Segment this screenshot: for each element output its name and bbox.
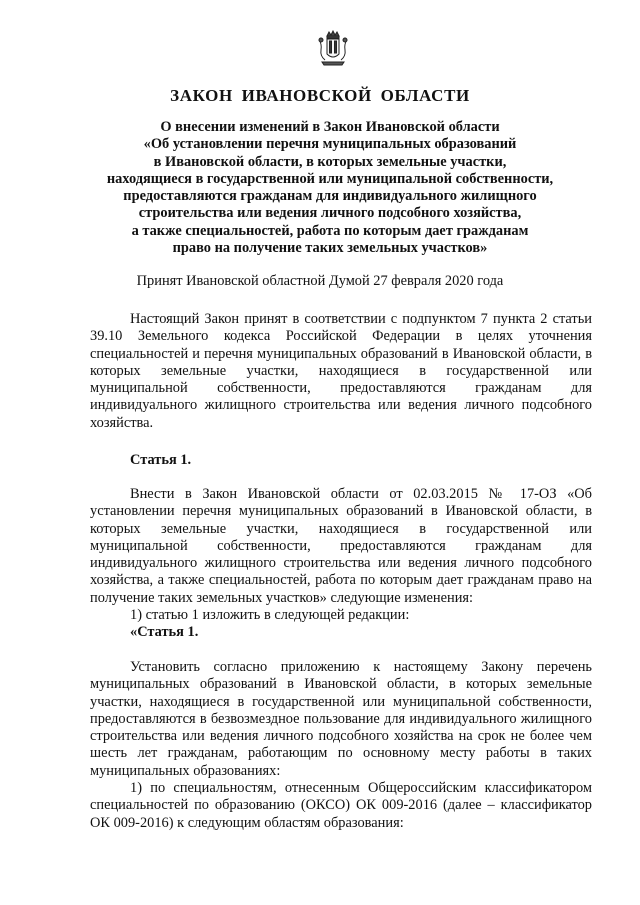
subtitle-line: «Об установлении перечня муниципальных образований xyxy=(143,136,517,153)
quoted-article-body xyxy=(90,659,592,832)
subtitle-line: право на получение таких земельных участков» xyxy=(172,240,488,257)
preamble-paragraph: Настоящий Закон принят в соответствии с подпунктом 7 пункта 2 статьи 39.10 Земельного кодекса Российской Федерации в целях уточнения специальностей и перечня муниципальных образований в Ивановской области, в которых земельные участки, находящиеся в государственной или муниципальной собственности, предоставляются гражданам для индивидуального жилищного строительства или ведения личного подсобного хозяйства. xyxy=(90,311,592,431)
subtitle-line: строительства или ведения личного подсобного хозяйства, xyxy=(138,205,522,222)
subtitle-line: О внесении изменений в Закон Ивановской области xyxy=(160,119,500,135)
law-subtitle xyxy=(80,119,580,257)
quoted-article-paragraph: Установить согласно приложению к настоящему Закону перечень муниципальных образований в Ивановской области, в которых земельные участки, находящиеся в государственной или муниципальной собственности, предоставляются в безвозмездное пользование для индивидуального жилищного строительства или ведения личного подсобного хозяйства на срок не более чем шесть лет гражданам, работающим по основному месту работы в таких муниципальных образованиях: xyxy=(90,659,592,779)
law-title: ЗАКОН ИВАНОВСКОЙ ОБЛАСТИ xyxy=(170,86,470,105)
article-body xyxy=(90,486,592,642)
quoted-article-heading: «Статья 1. xyxy=(130,624,199,641)
coat-of-arms-icon xyxy=(316,30,350,68)
preamble-block xyxy=(90,311,592,432)
subtitle-line: а также специальностей, работа по которым дает гражданам xyxy=(131,222,529,239)
subtitle-line: предоставляются гражданам для индивидуального жилищного xyxy=(123,188,537,205)
amendment-item: 1) статью 1 изложить в следующей редакции: xyxy=(130,607,410,624)
article-intro-paragraph: Внести в Закон Ивановской области от 02.03.2015 № 17-ОЗ «Об установлении перечня муниципальных образований в Ивановской области, в которых земельные участки, находящиеся в государственной или муниципальной собственности, предоставляются гражданам для индивидуального жилищного строительства или ведения личного подсобного хозяйства, а также специальностей, работа по которым дает гражданам право на получение таких земельных участков» следующие изменения: xyxy=(90,486,592,606)
quoted-article-item: 1) по специальностям, отнесенным Общероссийским классификатором специальностей по образованию (ОКСО) ОК 009-2016 (далее – классификатор ОК 009-2016) к следующим областям образования: xyxy=(90,780,592,831)
subtitle-line: в Ивановской области, в которых земельные участки, xyxy=(153,153,507,170)
article-heading: Статья 1. xyxy=(130,452,192,468)
subtitle-line: находящиеся в государственной или муниципальной собственности, xyxy=(106,170,554,187)
adoption-date: Принят Ивановской областной Думой 27 февраля 2020 года xyxy=(136,273,504,289)
